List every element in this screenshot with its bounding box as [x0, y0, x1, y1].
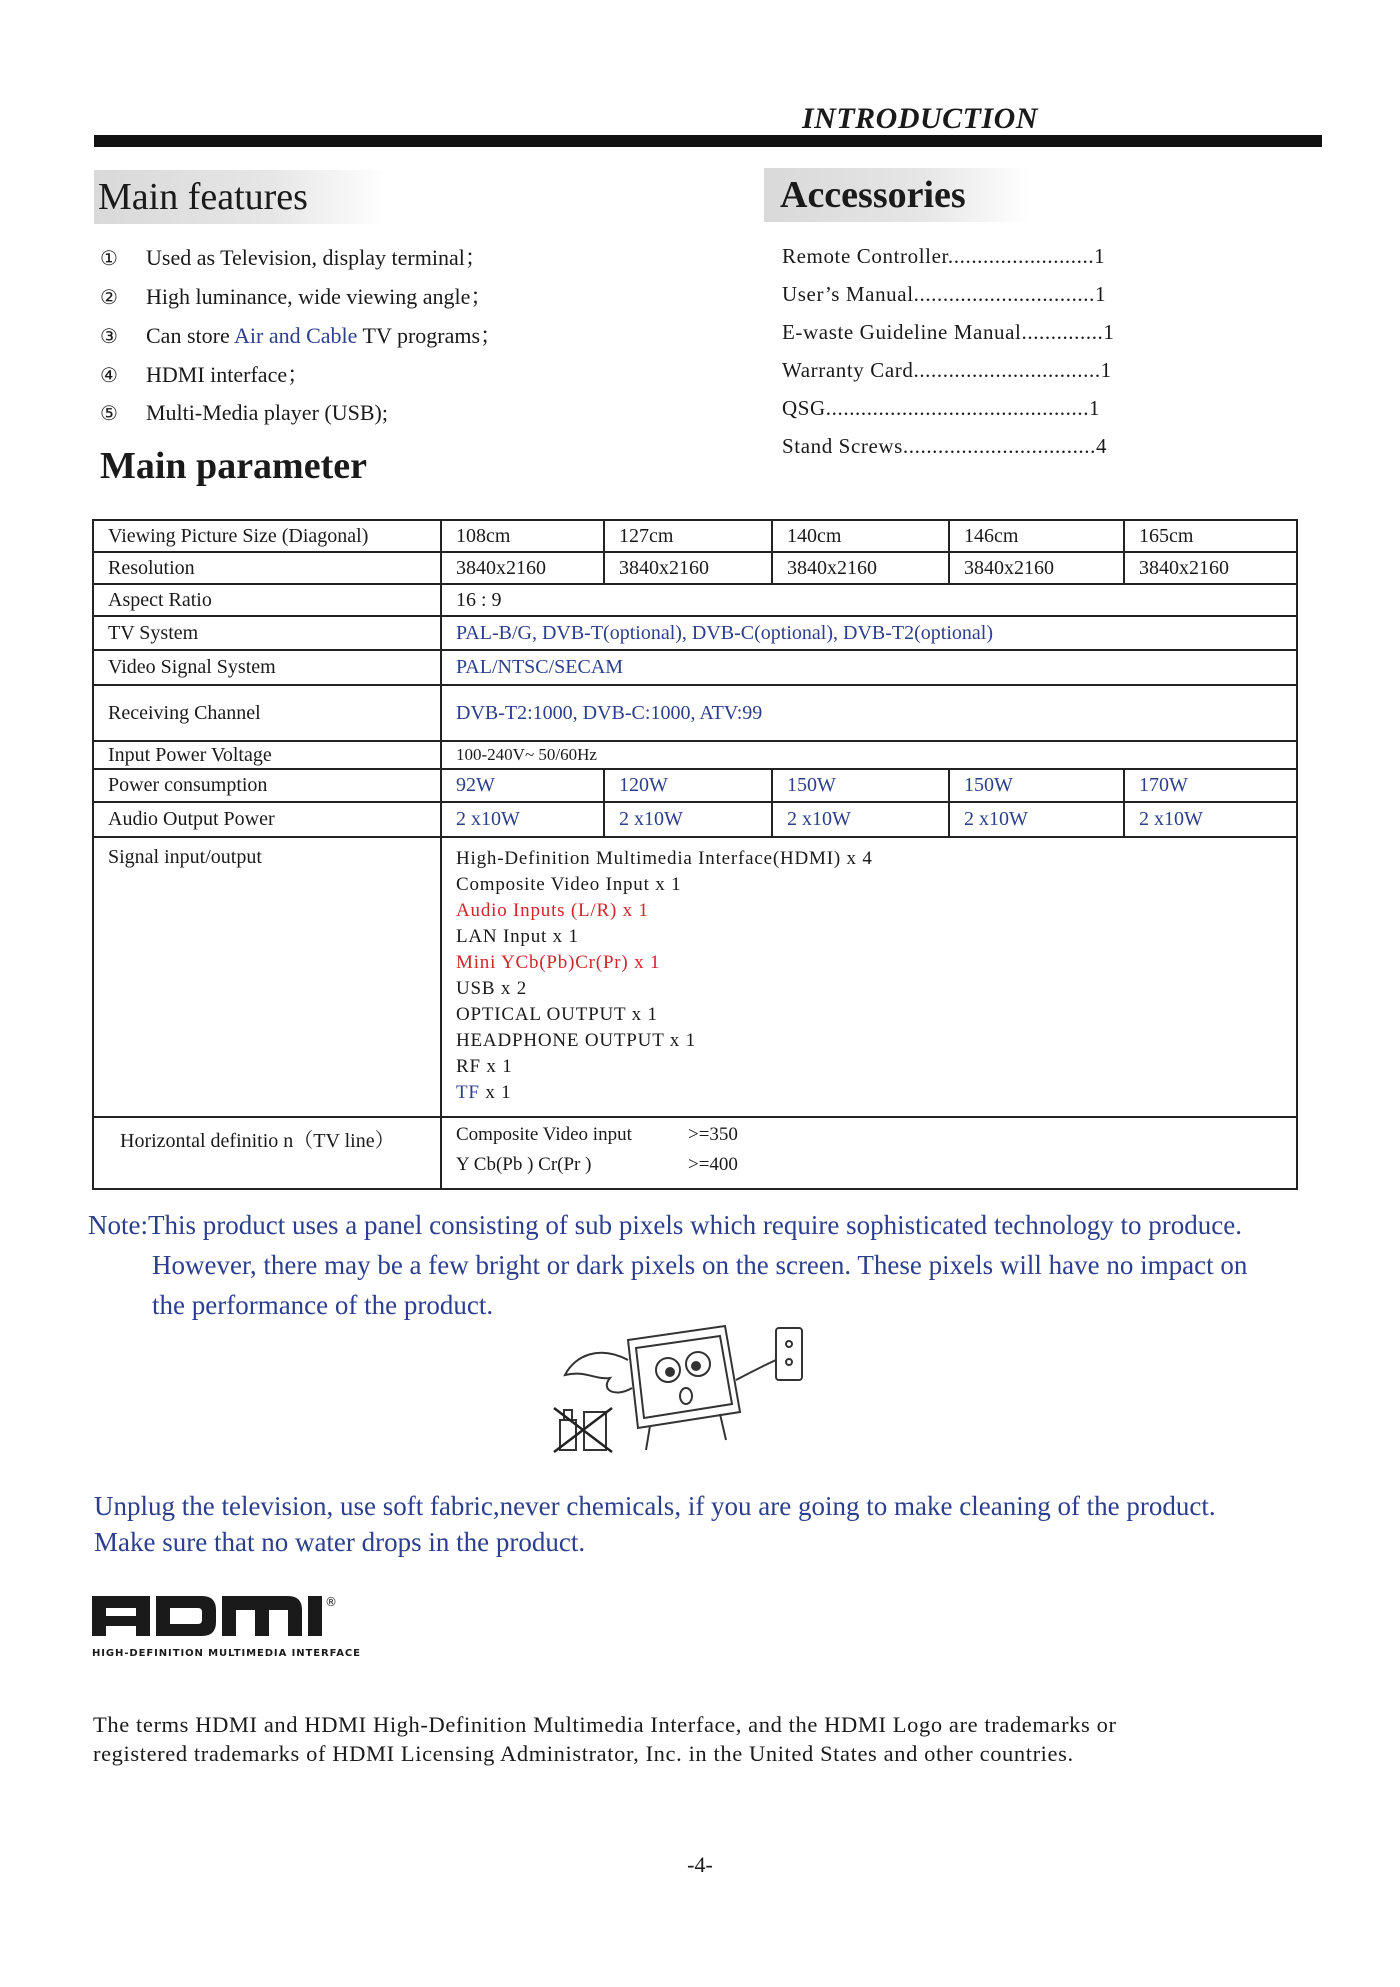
tv-cleaning-cartoon — [540, 1300, 810, 1460]
row-label: Horizontal definitio n（TV line） — [93, 1117, 441, 1189]
io-line: LAN Input x 1 — [456, 926, 579, 947]
table-row — [93, 769, 1297, 802]
io-line: Mini YCb(Pb)Cr(Pr) x 1 — [456, 952, 661, 973]
resolution-cell: 3840x2160 — [1124, 552, 1297, 584]
horizontal-def-cell — [441, 1117, 1297, 1189]
feature-highlight: Air and Cable — [234, 323, 358, 348]
feature-number: ③ — [100, 324, 118, 348]
registered-mark: ® — [325, 1595, 337, 1609]
spec-table — [92, 519, 1298, 1190]
io-line: High-Definition Multimedia Interface(HDMI) x 4 — [456, 848, 873, 869]
table-row — [93, 685, 1297, 741]
feature-text: TV programs； — [357, 323, 503, 348]
feature-text: High luminance, wide viewing angle； — [146, 284, 493, 309]
feature-number: ④ — [100, 363, 118, 387]
feature-item — [100, 398, 388, 428]
resolution-cell: 3840x2160 — [441, 552, 604, 584]
section-title: INTRODUCTION — [801, 102, 1038, 135]
hdmi-logo — [92, 1588, 382, 1668]
io-line: Composite Video Input x 1 — [456, 874, 682, 895]
size-cell: 108cm — [441, 520, 604, 552]
cleaning-line: Unplug the television, use soft fabric,never chemicals, if you are going to make cleaning of the product. — [94, 1491, 1216, 1521]
feature-number: ① — [100, 246, 118, 270]
audio-cell: 2 x10W — [1124, 802, 1297, 837]
table-row — [93, 741, 1297, 769]
aspect-cell: 16 : 9 — [441, 584, 1297, 616]
row-label: Audio Output Power — [93, 802, 441, 837]
note-line: Note:This product uses a panel consisting of sub pixels which require sophisticated technology to produce. — [88, 1210, 1242, 1240]
input-power-cell: 100-240V~ 50/60Hz — [441, 741, 1297, 769]
size-cell: 140cm — [772, 520, 949, 552]
accessory-item: Remote Controller.........................1 — [782, 244, 1106, 268]
table-row — [93, 616, 1297, 650]
feature-number: ② — [100, 285, 118, 309]
feature-item — [100, 282, 492, 312]
feature-item — [100, 360, 309, 390]
feature-item — [100, 243, 487, 273]
row-label: TV System — [93, 616, 441, 650]
power-cell: 170W — [1124, 769, 1297, 802]
resolution-cell: 3840x2160 — [604, 552, 772, 584]
trademark-line: The terms HDMI and HDMI High-Definition Multimedia Interface, and the HDMI Logo are trademarks or — [93, 1712, 1117, 1737]
video-signal-cell: PAL/NTSC/SECAM — [441, 650, 1297, 685]
row-label: Receiving Channel — [93, 685, 441, 741]
power-cell: 150W — [772, 769, 949, 802]
cleaning-line: Make sure that no water drops in the product. — [94, 1527, 586, 1557]
header-rule — [94, 135, 1322, 147]
main-parameter-heading: Main parameter — [100, 445, 367, 487]
accessory-item: QSG.............................................1 — [782, 396, 1101, 420]
row-label: Video Signal System — [93, 650, 441, 685]
receiving-channel-cell: DVB-T2:1000, DVB-C:1000, ATV:99 — [441, 685, 1297, 741]
io-line: USB x 2 — [456, 978, 528, 999]
main-features-heading: Main features — [94, 170, 388, 224]
row-label: Aspect Ratio — [93, 584, 441, 616]
size-cell: 146cm — [949, 520, 1124, 552]
feature-text: Can store — [146, 323, 234, 348]
audio-cell: 2 x10W — [604, 802, 772, 837]
accessory-item: User’s Manual...............................1 — [782, 282, 1107, 306]
horizontal-name: Y Cb(Pb ) Cr(Pr ) — [456, 1154, 592, 1175]
io-line: Audio Inputs (L/R) x 1 — [456, 900, 649, 921]
power-cell: 120W — [604, 769, 772, 802]
table-row — [93, 650, 1297, 685]
horizontal-value: >=400 — [688, 1154, 738, 1175]
accessory-item: Warranty Card................................1 — [782, 358, 1112, 382]
resolution-cell: 3840x2160 — [772, 552, 949, 584]
horizontal-value: >=350 — [688, 1124, 738, 1145]
feature-text: HDMI interface； — [146, 362, 310, 387]
accessories-heading: Accessories — [764, 168, 1030, 222]
feature-item — [100, 321, 502, 351]
size-cell: 165cm — [1124, 520, 1297, 552]
page-number: -4- — [687, 1852, 713, 1877]
table-row — [93, 584, 1297, 616]
trademark-line: registered trademarks of HDMI Licensing Administrator, Inc. in the United States and other countries. — [93, 1741, 1074, 1766]
io-line: RF x 1 — [456, 1056, 513, 1077]
audio-cell: 2 x10W — [772, 802, 949, 837]
cleaning-instructions — [94, 1488, 1216, 1560]
hdmi-tagline: HIGH-DEFINITION MULTIMEDIA INTERFACE — [92, 1648, 360, 1659]
table-row — [93, 552, 1297, 584]
io-line: HEADPHONE OUTPUT x 1 — [456, 1030, 696, 1051]
note-line: However, there may be a few bright or dark pixels on the screen. These pixels will have no impact on — [152, 1250, 1248, 1280]
accessory-item: Stand Screws.................................4 — [782, 434, 1108, 458]
audio-cell: 2 x10W — [441, 802, 604, 837]
feature-text: Used as Television, display terminal； — [146, 245, 487, 270]
io-line: OPTICAL OUTPUT x 1 — [456, 1004, 658, 1025]
table-row — [93, 520, 1297, 552]
row-label: Power consumption — [93, 769, 441, 802]
table-row — [93, 1117, 1297, 1189]
table-row — [93, 837, 1297, 1117]
accessory-item: E-waste Guideline Manual..............1 — [782, 320, 1115, 344]
power-cell: 92W — [441, 769, 604, 802]
note-line: the performance of the product. — [152, 1290, 494, 1320]
resolution-cell: 3840x2160 — [949, 552, 1124, 584]
table-row — [93, 802, 1297, 837]
trademark-notice — [93, 1710, 1117, 1768]
power-cell: 150W — [949, 769, 1124, 802]
feature-number: ⑤ — [100, 401, 118, 425]
row-label: Signal input/output — [93, 837, 441, 1117]
row-label: Resolution — [93, 552, 441, 584]
signal-io-cell — [441, 837, 1297, 1117]
size-cell: 127cm — [604, 520, 772, 552]
audio-cell: 2 x10W — [949, 802, 1124, 837]
feature-text: Multi-Media player (USB); — [146, 400, 388, 425]
row-label: Viewing Picture Size (Diagonal) — [93, 520, 441, 552]
tv-system-cell: PAL-B/G, DVB-T(optional), DVB-C(optional), DVB-T2(optional) — [441, 616, 1297, 650]
io-line: TF x 1 — [456, 1082, 512, 1103]
row-label: Input Power Voltage — [93, 741, 441, 769]
horizontal-name: Composite Video input — [456, 1124, 632, 1145]
